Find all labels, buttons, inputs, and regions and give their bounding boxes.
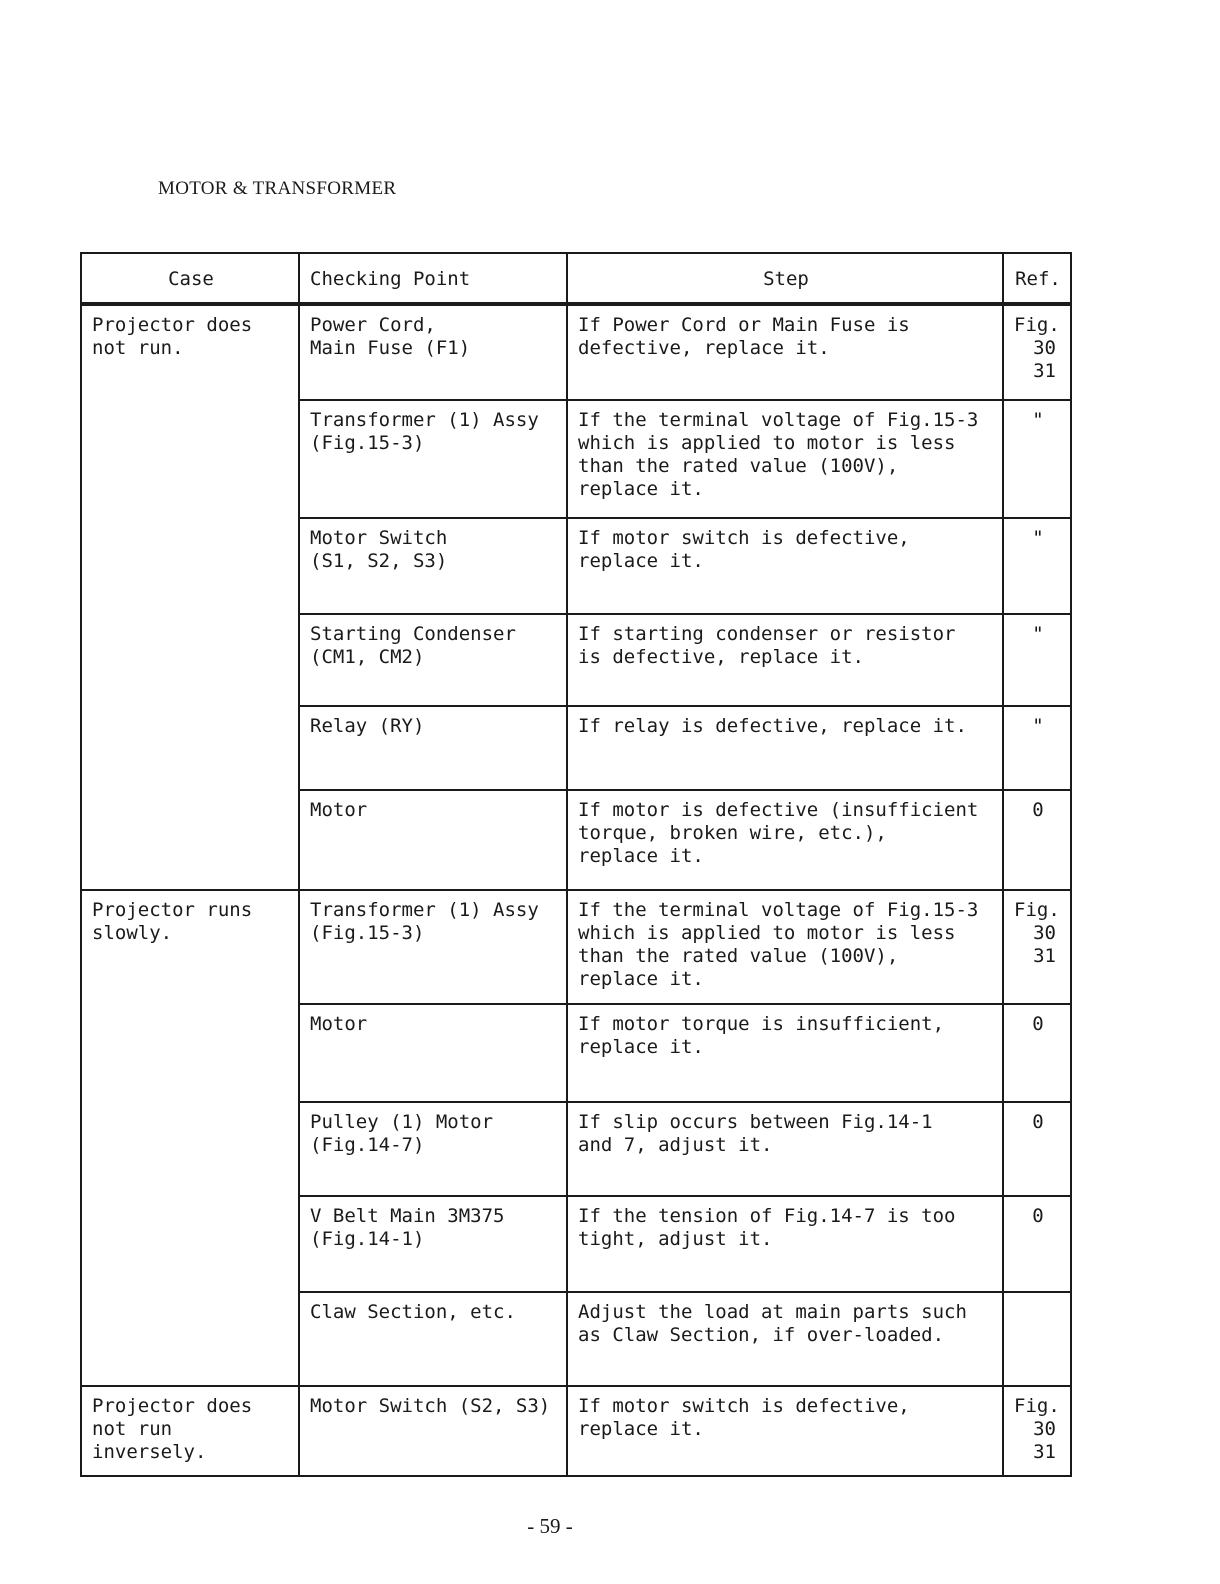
ref-fig-numbers: 30 31	[1033, 922, 1056, 967]
checking-point-cell: Motor Switch (S2, S3)	[299, 1386, 567, 1476]
page-number: - 59 -	[527, 1514, 573, 1538]
table-header-row	[81, 253, 1071, 304]
table-row	[81, 304, 1071, 400]
ref-cell: "	[1003, 706, 1071, 790]
ref-cell	[1003, 890, 1071, 1004]
case-cell: Projector does not run.	[81, 304, 299, 890]
checking-point-cell: Claw Section, etc.	[299, 1292, 567, 1386]
checking-point-cell: Motor Switch (S1, S2, S3)	[299, 518, 567, 614]
checking-point-cell: Pulley (1) Motor (Fig.14-7)	[299, 1102, 567, 1196]
checking-point-cell: Motor	[299, 1004, 567, 1102]
ref-fig-label: Fig.	[1014, 314, 1060, 336]
header-step: Step	[567, 253, 1003, 304]
checking-point-cell: Motor	[299, 790, 567, 890]
ref-cell: 0	[1003, 1004, 1071, 1102]
table-row	[81, 890, 1071, 1004]
step-cell: Adjust the load at main parts such as Claw Section, if over-loaded.	[567, 1292, 1003, 1386]
step-cell: If Power Cord or Main Fuse is defective, replace it.	[567, 304, 1003, 400]
ref-cell	[1003, 1292, 1071, 1386]
case-cell: Projector does not run inversely.	[81, 1386, 299, 1476]
checking-point-cell: Transformer (1) Assy (Fig.15-3)	[299, 890, 567, 1004]
ref-cell: 0	[1003, 1102, 1071, 1196]
ref-cell: "	[1003, 614, 1071, 706]
table-row	[81, 1386, 1071, 1476]
step-cell: If motor torque is insufficient, replace it.	[567, 1004, 1003, 1102]
step-cell: If the terminal voltage of Fig.15-3 which is applied to motor is less than the rated value (100V), replace it.	[567, 400, 1003, 518]
ref-fig-numbers: 30 31	[1033, 337, 1056, 382]
ref-cell: "	[1003, 518, 1071, 614]
ref-fig-label: Fig.	[1014, 899, 1060, 921]
step-cell: If relay is defective, replace it.	[567, 706, 1003, 790]
ref-fig-label: Fig.	[1014, 1395, 1060, 1417]
step-cell: If slip occurs between Fig.14-1 and 7, adjust it.	[567, 1102, 1003, 1196]
section-title: MOTOR & TRANSFORMER	[158, 178, 397, 199]
ref-cell: 0	[1003, 1196, 1071, 1292]
step-cell: If starting condenser or resistor is defective, replace it.	[567, 614, 1003, 706]
step-cell: If motor is defective (insufficient torque, broken wire, etc.), replace it.	[567, 790, 1003, 890]
checking-point-cell: Transformer (1) Assy (Fig.15-3)	[299, 400, 567, 518]
ref-cell: 0	[1003, 790, 1071, 890]
checking-point-cell: Relay (RY)	[299, 706, 567, 790]
header-checking-point: Checking Point	[299, 253, 567, 304]
step-cell: If the tension of Fig.14-7 is too tight, adjust it.	[567, 1196, 1003, 1292]
step-cell: If motor switch is defective, replace it.	[567, 518, 1003, 614]
ref-cell	[1003, 304, 1071, 400]
case-cell: Projector runs slowly.	[81, 890, 299, 1386]
checking-point-cell: Starting Condenser (CM1, CM2)	[299, 614, 567, 706]
step-cell: If motor switch is defective, replace it.	[567, 1386, 1003, 1476]
checking-point-cell: Power Cord, Main Fuse (F1)	[299, 304, 567, 400]
checking-point-cell: V Belt Main 3M375 (Fig.14-1)	[299, 1196, 567, 1292]
ref-fig-numbers: 30 31	[1033, 1418, 1056, 1463]
step-cell: If the terminal voltage of Fig.15-3 which is applied to motor is less than the rated value (100V), replace it.	[567, 890, 1003, 1004]
troubleshooting-table	[80, 252, 1072, 1477]
ref-cell	[1003, 1386, 1071, 1476]
header-ref: Ref.	[1003, 253, 1071, 304]
ref-cell: "	[1003, 400, 1071, 518]
header-case: Case	[81, 253, 299, 304]
